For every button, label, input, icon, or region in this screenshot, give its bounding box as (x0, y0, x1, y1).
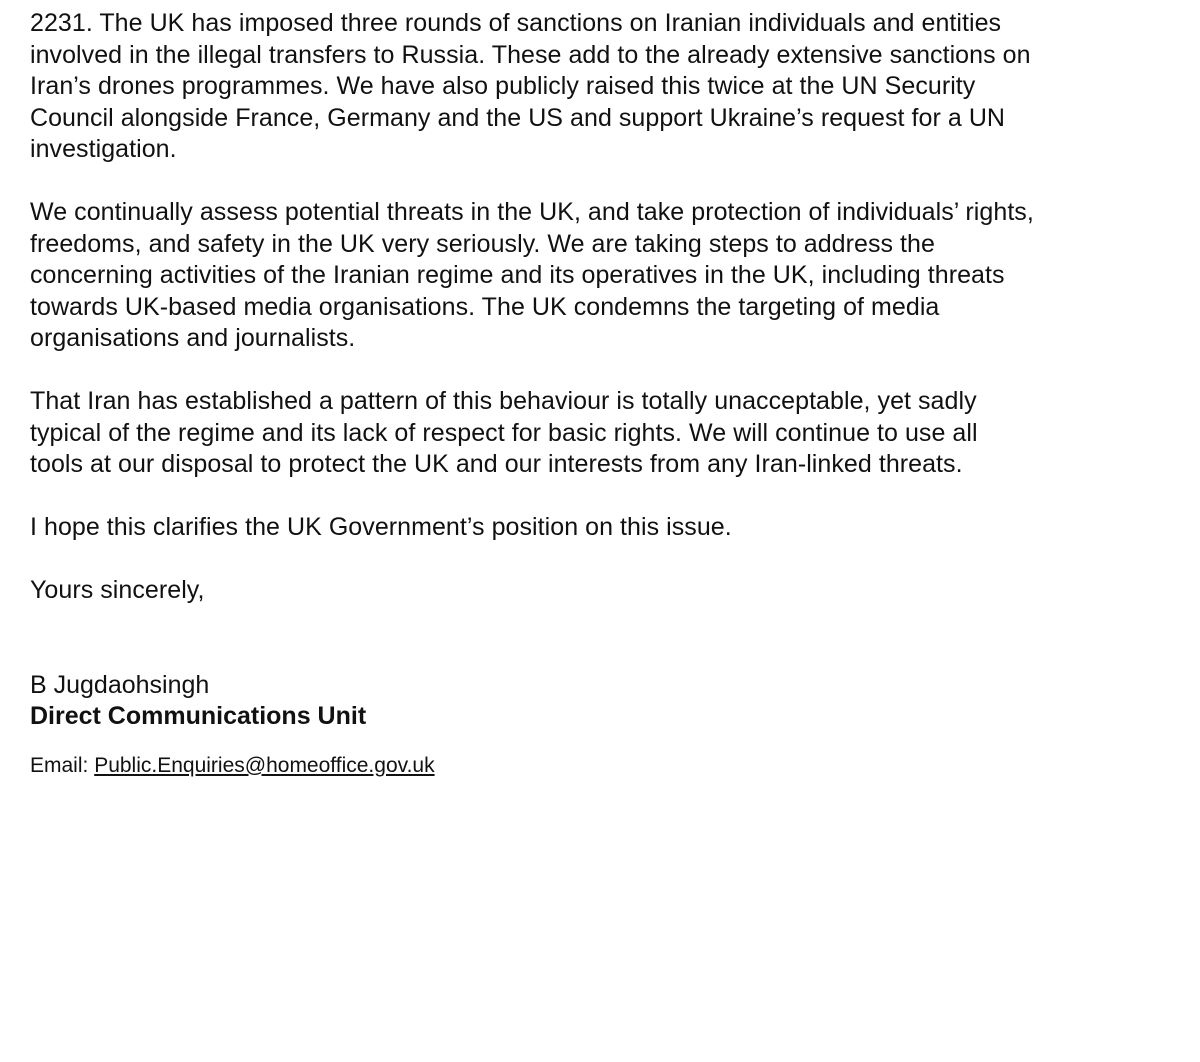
email-line (30, 753, 1180, 779)
closing-salutation: Yours sincerely, (30, 576, 205, 604)
signatory-unit: Direct Communications Unit (30, 702, 367, 730)
paragraph-spacer (30, 481, 1180, 513)
paragraph-threats: We continually assess potential threats in the UK, and take protection of individuals’ rights, freedoms, and safety in the UK very seriously. We are taking steps to address the concerning activities of the Iranian regime and its operatives in the UK, including threats towards UK-based media organisations. The UK condemns the targeting of media organisations and journalists. (30, 198, 1034, 352)
paragraph-spacer (30, 544, 1180, 576)
paragraph-spacer (30, 166, 1180, 198)
email-label: Email: (30, 753, 95, 777)
paragraph-sanctions: 2231. The UK has imposed three rounds of sanctions on Iranian individuals and entities involved in the illegal transfers to Russia. These add to the already extensive sanctions on Iran’s drones programmes. We have also publicly raised this twice at the UN Security Council alongside France, Germany and the US and support Ukraine’s request for a UN investigation. (30, 9, 1031, 163)
signatory-name: B Jugdaohsingh (30, 670, 210, 699)
paragraph-spacer (30, 355, 1180, 387)
letter-page (30, 8, 1180, 779)
paragraph-iran-behaviour: That Iran has established a pattern of this behaviour is totally unacceptable, yet sadly typical of the regime and its lack of respect for basic rights. We will continue to use all tools at our disposal to protect the UK and our interests from any Iran-linked threats. (30, 387, 978, 478)
email-link[interactable]: Public.Enquiries@homeoffice.gov.uk (94, 753, 435, 777)
paragraph-clarification: I hope this clarifies the UK Government’s position on this issue. (30, 513, 732, 541)
signature-spacer (30, 607, 1180, 670)
